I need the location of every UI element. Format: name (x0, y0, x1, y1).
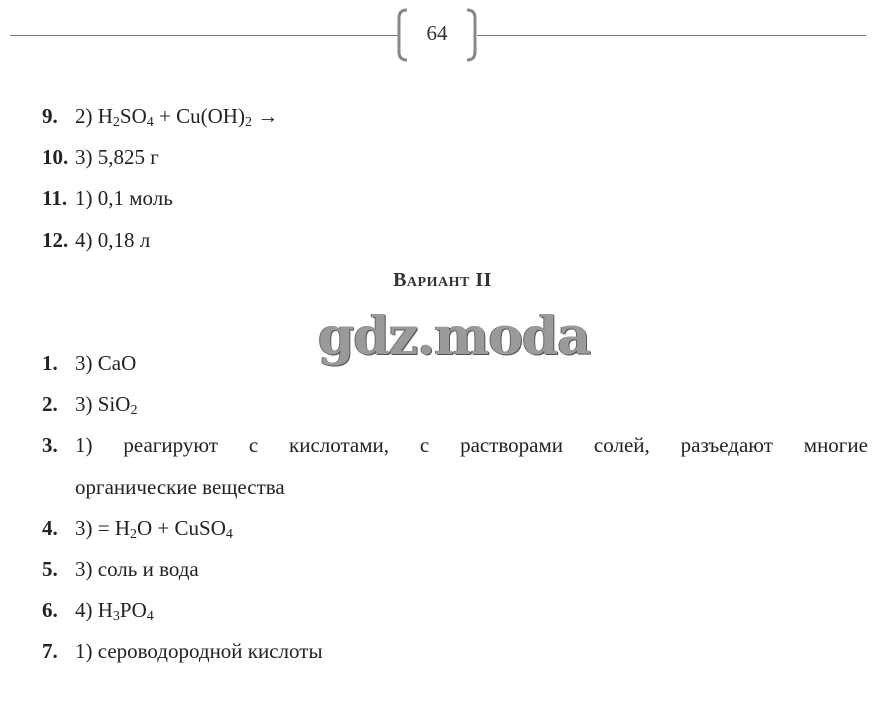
answer-number: 11. (42, 186, 68, 210)
answer-number: 9. (42, 104, 58, 128)
answer-number: 12. (42, 228, 69, 252)
variant-heading: Вариант II (393, 269, 492, 291)
answer-number: 5. (42, 557, 58, 581)
answer-text: 3) SiO$_2$ (75, 392, 138, 418)
header-rule-left (10, 35, 398, 36)
answer-text: 3) соль и вода (75, 557, 199, 581)
answer-number: 6. (42, 598, 58, 622)
answer-number: 3. (42, 433, 58, 457)
watermark-logo: gdz.moda (318, 306, 591, 367)
page-number-frame (397, 8, 477, 62)
answer-text: 3) 5,825 г (75, 145, 159, 169)
answer-number: 4. (42, 516, 58, 540)
answer-number: 2. (42, 392, 58, 416)
answer-line-2: органические вещества (75, 475, 285, 499)
answer-text: 3) CaO (75, 351, 137, 375)
answer-text: 4) $H_3PO_4$ (75, 598, 154, 624)
answer-number: 7. (42, 639, 58, 663)
answer-text: 2) $H_2SO_4 + Cu(OH)_2$ → (75, 104, 279, 130)
answer-line-1: 1) реагируют с кислотами, с растворами солей, разъедают многие (75, 433, 868, 457)
answer-text: 1) сероводородной кислоты (75, 639, 323, 663)
header-rule-right (477, 35, 866, 36)
answer-text: 1) 0,1 моль (75, 186, 173, 210)
answer-number: 1. (42, 351, 58, 375)
page-number: 64 (426, 21, 448, 45)
answer-text (75, 433, 868, 499)
answer-number: 10. (42, 145, 69, 169)
answer-text: 4) 0,18 л (75, 228, 151, 252)
answer-text: $3) = H_2O$ + CuSO$_4$ (75, 516, 233, 542)
